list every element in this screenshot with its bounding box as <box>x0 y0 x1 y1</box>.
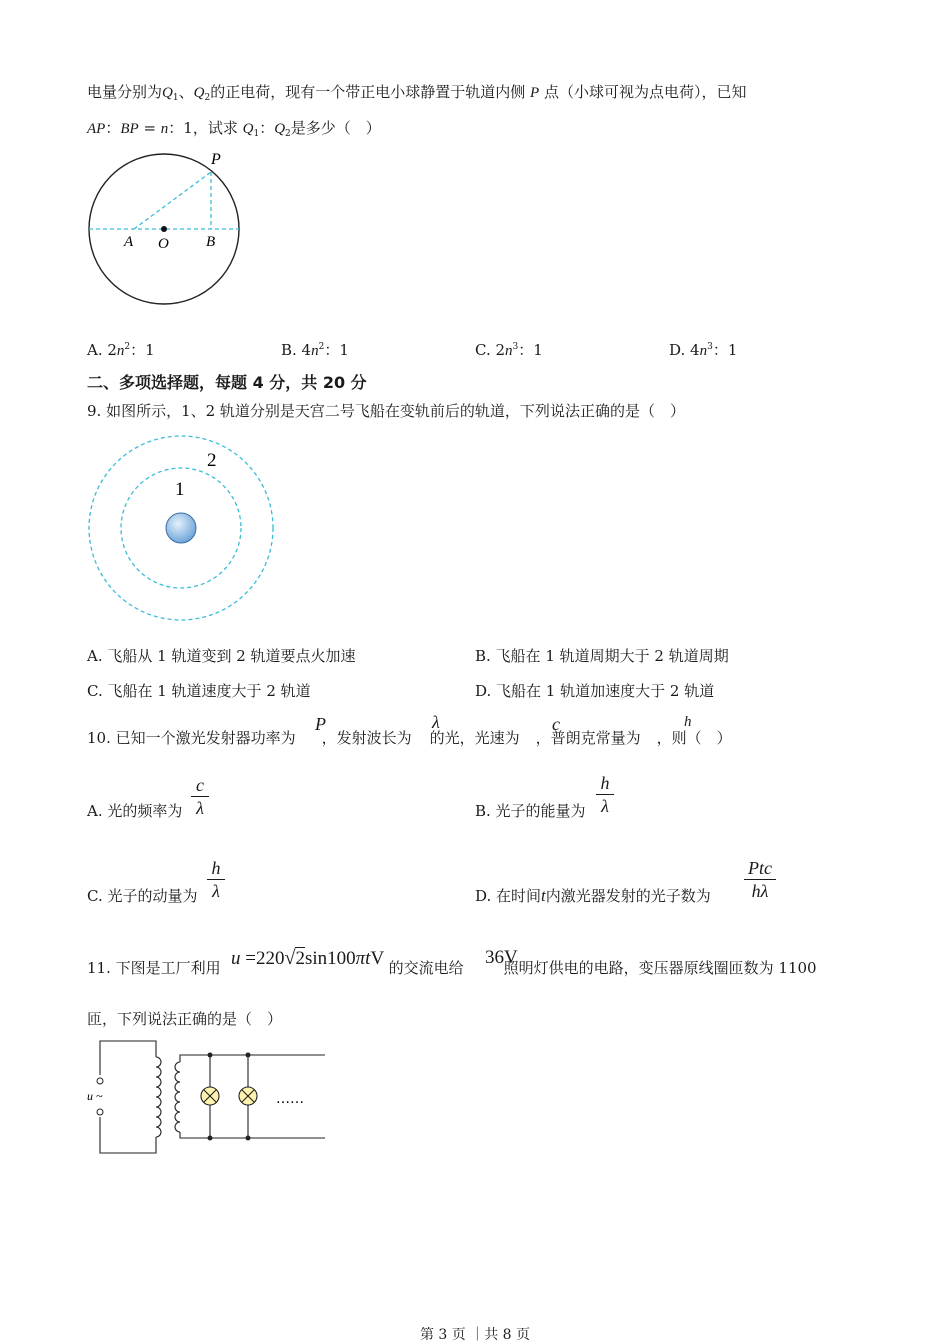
terminal-top <box>97 1078 103 1084</box>
orbit-1-label: 1 <box>175 479 185 500</box>
q10-option-c-fraction: h λ <box>207 858 225 901</box>
source-label: u ~ <box>87 1089 103 1103</box>
terminal-bottom <box>97 1109 103 1115</box>
secondary-coil <box>175 1062 180 1132</box>
q10-option-c[interactable]: C. 光子的动量为 <box>87 887 198 905</box>
lamp-2 <box>239 1087 257 1105</box>
q9-stem: 9. 如图所示，1、2 轨道分别是天宫二号飞船在变轨前后的轨道，下列说法正确的是（ ） <box>87 402 685 420</box>
q9-orbit-figure <box>86 433 286 633</box>
planet <box>166 513 196 543</box>
q10-option-d[interactable]: D. 在时间t内激光器发射的光子数为 <box>475 886 711 905</box>
more-lamps-ellipsis: …… <box>276 1091 304 1107</box>
q8-stem-line2: AP：BP = n：1，试求 $Q_1$：$Q_2$是多少（ ） <box>87 119 381 139</box>
q10-option-b-fraction: h λ <box>596 773 614 816</box>
page-footer: 第 3 页 ｜共 8 页 <box>419 1327 531 1343</box>
q8-stem-line1: 电量分别为$Q_1$、$Q_2$的正电荷，现有一个带正电小球静置于轨道内侧 P 点（小球可视为点电荷），已知 <box>87 83 747 103</box>
orbit-2-label: 2 <box>207 450 217 471</box>
q9-option-c[interactable]: C. 飞船在 1 轨道速度大于 2 轨道 <box>87 682 311 700</box>
q10-option-d-fraction: Ptc hλ <box>744 858 776 901</box>
q10-var-c: c <box>552 714 560 734</box>
q9-option-d[interactable]: D. 飞船在 1 轨道加速度大于 2 轨道 <box>475 682 715 700</box>
q10-option-b[interactable]: B. 光子的能量为 <box>475 802 586 820</box>
label-b: B <box>206 234 216 250</box>
label-o: O <box>158 236 169 252</box>
q8-option-b[interactable]: B. $4n^2$：1 <box>281 341 349 359</box>
q10-option-a[interactable]: A. 光的频率为 <box>87 802 183 820</box>
label-p: P <box>211 151 221 168</box>
label-a: A <box>124 234 134 250</box>
q11-formula: u =220√2sin100πtV <box>231 947 385 969</box>
center-dot <box>161 226 167 232</box>
q8-option-a[interactable]: A. $2n^2$：1 <box>87 341 155 359</box>
q10-var-p: P <box>315 714 326 734</box>
section-heading: 二、多项选择题，每题 4 分，共 20 分 <box>87 373 367 392</box>
q11-stem-line1: 11. 下图是工厂利用 的交流电给 照明灯供电的电路，变压器原线圈匝数为 1100 <box>87 959 817 977</box>
q8-circle-figure <box>80 145 250 315</box>
q8-option-c[interactable]: C. $2n^3$：1 <box>475 341 543 359</box>
q11-36v: 36V <box>485 947 518 968</box>
primary-coil <box>156 1057 161 1137</box>
q10-var-lambda: λ <box>432 712 440 732</box>
q11-circuit-figure <box>80 1035 330 1160</box>
q9-option-b[interactable]: B. 飞船在 1 轨道周期大于 2 轨道周期 <box>475 647 729 665</box>
lamp-1 <box>201 1087 219 1105</box>
q11-stem-line2: 匝，下列说法正确的是（ ） <box>87 1010 283 1028</box>
q10-var-h: h <box>684 714 692 730</box>
ap-dashed <box>134 172 211 229</box>
q10-option-a-fraction: c λ <box>191 775 209 818</box>
q10-stem: 10. 已知一个激光发射器功率为 ，发射波长为 的光，光速为 ，普朗克常量为 ，则（ ） <box>87 729 732 747</box>
q9-option-a[interactable]: A. 飞船从 1 轨道变到 2 轨道要点火加速 <box>87 647 356 665</box>
q8-option-d[interactable]: D. $4n^3$：1 <box>669 341 738 359</box>
